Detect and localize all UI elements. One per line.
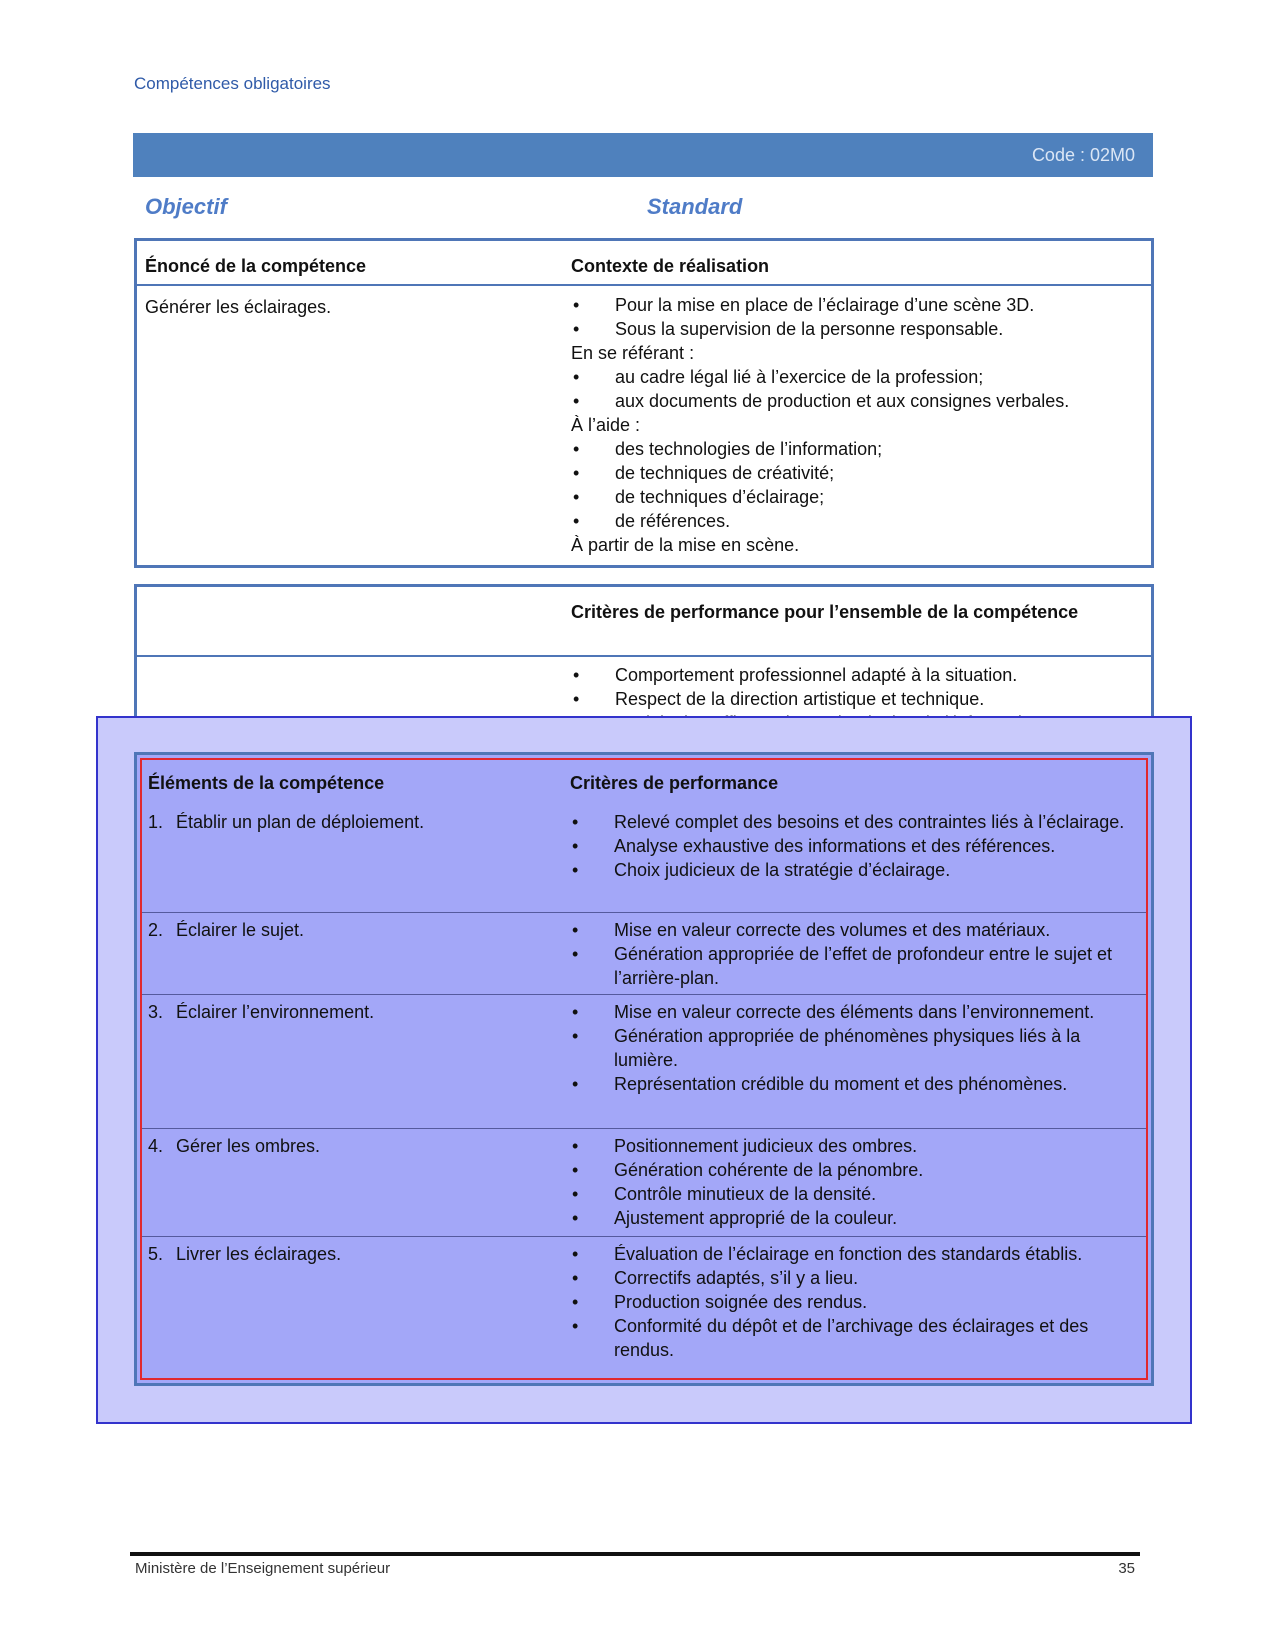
element-label: 1. Établir un plan de déploiement. bbox=[148, 812, 425, 832]
elements-table bbox=[134, 752, 1154, 1386]
list-item: • Génération cohérente de la pénombre. bbox=[570, 1158, 1138, 1182]
list-item: • au cadre légal lié à l’exercice de la profession; bbox=[571, 365, 1143, 389]
competence-statement: Générer les éclairages. bbox=[145, 297, 332, 317]
list-item: • Mise en valeur correcte des éléments dans l’environnement. bbox=[570, 1000, 1138, 1024]
element-label: 4. Gérer les ombres. bbox=[148, 1136, 321, 1156]
list-item: • Respect de la direction artistique et technique. bbox=[571, 687, 1143, 711]
list-item: • Génération appropriée de phénomènes physiques liés à la lumière. bbox=[570, 1024, 1138, 1072]
enonce-heading: Énoncé de la compétence bbox=[145, 256, 367, 276]
page-number: 35 bbox=[1118, 1560, 1135, 1577]
list-item: • de techniques d’éclairage; bbox=[571, 485, 1143, 509]
list-item: • Représentation crédible du moment et des phénomènes. bbox=[570, 1072, 1138, 1096]
list-item: • Mise en valeur correcte des volumes et des matériaux. bbox=[570, 918, 1138, 942]
list-item: • Pour la mise en place de l’éclairage d’une scène 3D. bbox=[571, 293, 1143, 317]
elements-heading: Éléments de la compétence bbox=[148, 773, 385, 793]
list-item: • Sous la supervision de la personne responsable. bbox=[571, 317, 1143, 341]
list-item: • Conformité du dépôt et de l’archivage des éclairages et des rendus. bbox=[570, 1314, 1138, 1362]
list-item: • Production soignée des rendus. bbox=[570, 1290, 1138, 1314]
aide-label: À l’aide : bbox=[571, 415, 641, 435]
criteres-heading: Critères de performance bbox=[570, 773, 779, 793]
objectif-label: Objectif bbox=[145, 194, 227, 219]
list-item: • des technologies de l’information; bbox=[571, 437, 1143, 461]
list-item: • Contrôle minutieux de la densité. bbox=[570, 1182, 1138, 1206]
list-item: • aux documents de production et aux consignes verbales. bbox=[571, 389, 1143, 413]
criteres-ensemble-heading: Critères de performance pour l’ensemble de la compétence bbox=[571, 602, 1079, 622]
list-item: • Génération appropriée de l’effet de profondeur entre le sujet et l’arrière-plan. bbox=[570, 942, 1138, 990]
list-item: • Évaluation de l’éclairage en fonction des standards établis. bbox=[570, 1242, 1138, 1266]
code-bar bbox=[133, 133, 1153, 177]
element-label: 2. Éclairer le sujet. bbox=[148, 920, 305, 940]
footer-rule bbox=[130, 1552, 1140, 1556]
enonce-table bbox=[134, 238, 1154, 568]
list-item: • Correctifs adaptés, s’il y a lieu. bbox=[570, 1266, 1138, 1290]
list-item: • de références. bbox=[571, 509, 1143, 533]
element-label: 3. Éclairer l’environnement. bbox=[148, 1002, 375, 1022]
context-list bbox=[571, 293, 1143, 557]
list-item: • Relevé complet des besoins et des contraintes liés à l’éclairage. bbox=[570, 810, 1138, 834]
list-item: • de techniques de créativité; bbox=[571, 461, 1143, 485]
list-item: • Comportement professionnel adapté à la situation. bbox=[571, 663, 1143, 687]
contexte-heading: Contexte de réalisation bbox=[571, 256, 770, 276]
list-item: • Ajustement approprié de la couleur. bbox=[570, 1206, 1138, 1230]
criteres-ensemble-table bbox=[134, 584, 1154, 738]
footer-ministry: Ministère de l’Enseignement supérieur bbox=[135, 1560, 391, 1577]
list-item: • Positionnement judicieux des ombres. bbox=[570, 1134, 1138, 1158]
list-item: • Choix judicieux de la stratégie d’éclairage. bbox=[570, 858, 1138, 882]
element-label: 5. Livrer les éclairages. bbox=[148, 1244, 342, 1264]
page-header-title: Compétences obligatoires bbox=[134, 74, 331, 93]
objective-row bbox=[145, 194, 755, 220]
standard-label: Standard bbox=[647, 194, 743, 219]
page-footer bbox=[135, 1560, 1135, 1577]
ref-label: En se référant : bbox=[571, 343, 695, 363]
context-end: À partir de la mise en scène. bbox=[571, 535, 800, 555]
list-item: • Analyse exhaustive des informations et des références. bbox=[570, 834, 1138, 858]
competence-code: Code : 02M0 bbox=[1031, 145, 1135, 165]
